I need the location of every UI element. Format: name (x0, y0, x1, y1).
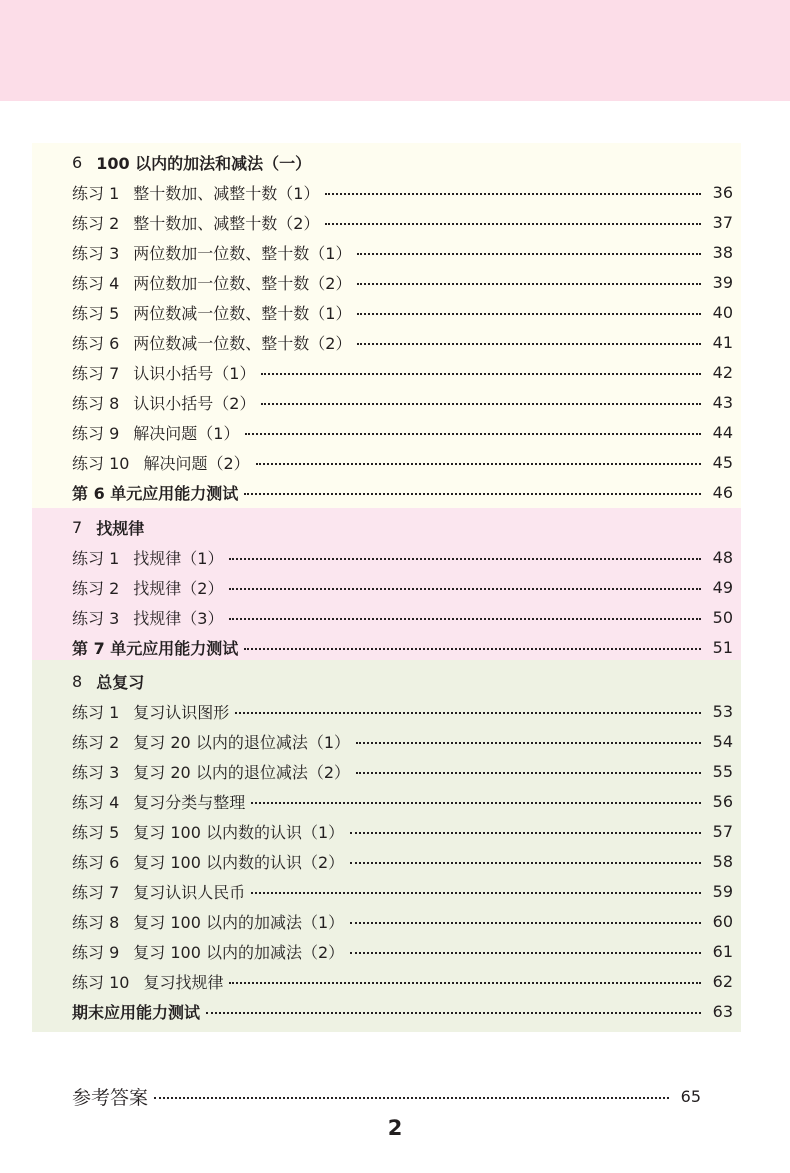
page-number: 2 (387, 1116, 403, 1140)
exercise-number: 练习 7 (72, 882, 120, 902)
exercise-title: 两位数减一位数、整十数（1） (133, 303, 352, 323)
toc-entry[interactable] (72, 357, 733, 387)
toc-entry[interactable] (72, 417, 733, 447)
toc-entry[interactable] (72, 786, 733, 816)
dot-leader (245, 433, 701, 435)
dot-leader (350, 862, 701, 864)
page-ref: 46 (712, 482, 733, 502)
dot-leader (350, 832, 701, 834)
exercise-number: 练习 8 (72, 912, 120, 932)
exercise-title: 认识小括号（1） (133, 363, 256, 383)
exercise-number: 练习 6 (72, 852, 120, 872)
exercise-number: 练习 3 (72, 243, 120, 263)
exercise-number: 练习 5 (72, 822, 120, 842)
toc-unit-test[interactable] (72, 477, 733, 507)
page-ref: 44 (712, 422, 733, 442)
exercise-title: 复习分类与整理 (133, 792, 246, 812)
dot-leader (244, 648, 701, 650)
dot-leader (356, 772, 701, 774)
toc-entry[interactable] (72, 447, 733, 477)
toc-entry[interactable] (72, 696, 733, 726)
page-ref: 57 (712, 821, 733, 841)
exercise-title: 复习 20 以内的退位减法（1） (133, 732, 350, 752)
dot-leader (356, 742, 701, 744)
exercise-number: 练习 4 (72, 792, 120, 812)
dot-leader (325, 223, 701, 225)
exercise-title: 复习 100 以内的加减法（2） (133, 942, 345, 962)
page-ref: 53 (712, 701, 733, 721)
page-ref: 43 (712, 392, 733, 412)
page-ref: 54 (712, 731, 733, 751)
page-ref: 56 (712, 791, 733, 811)
section-heading (72, 666, 733, 696)
dot-leader (350, 922, 701, 924)
page-ref: 61 (712, 941, 733, 961)
exercise-number: 练习 2 (72, 578, 120, 598)
dot-leader (357, 253, 701, 255)
exercise-title: 复习 100 以内数的认识（1） (133, 822, 345, 842)
toc-entry[interactable] (72, 846, 733, 876)
exercise-title: 找规律（3） (133, 608, 224, 628)
toc-entry[interactable] (72, 572, 733, 602)
toc-section-7 (32, 508, 741, 660)
dot-leader (357, 343, 701, 345)
page-ref: 51 (712, 637, 733, 657)
page-ref: 48 (712, 547, 733, 567)
exercise-number: 练习 3 (72, 608, 120, 628)
page-ref: 65 (680, 1086, 701, 1106)
exercise-title: 解决问题（2） (143, 453, 250, 473)
dot-leader (235, 712, 701, 714)
exercise-title: 两位数加一位数、整十数（2） (133, 273, 352, 293)
exercise-number: 练习 1 (72, 702, 120, 722)
toc-section-6 (32, 143, 741, 508)
exercise-title: 复习 20 以内的退位减法（2） (133, 762, 350, 782)
toc-entry[interactable] (72, 327, 733, 357)
toc-entry[interactable] (72, 726, 733, 756)
exercise-title: 解决问题（1） (133, 423, 240, 443)
toc-entry[interactable] (72, 177, 733, 207)
page-ref: 59 (712, 881, 733, 901)
page-ref: 40 (712, 302, 733, 322)
dot-leader (350, 952, 701, 954)
exercise-title: 找规律（2） (133, 578, 224, 598)
dot-leader (357, 313, 701, 315)
dot-leader (229, 982, 701, 984)
page-ref: 63 (712, 1001, 733, 1021)
exercise-number: 练习 2 (72, 732, 120, 752)
toc-unit-test[interactable] (72, 632, 733, 662)
exercise-title: 复习 100 以内数的认识（2） (133, 852, 345, 872)
section-title: 找规律 (96, 518, 145, 538)
toc-entry[interactable] (72, 267, 733, 297)
dot-leader (206, 1012, 701, 1014)
toc-unit-test[interactable] (72, 996, 733, 1026)
exercise-number: 练习 1 (72, 183, 120, 203)
toc-entry[interactable] (72, 207, 733, 237)
exercise-title: 复习 100 以内的加减法（1） (133, 912, 345, 932)
unit-test-title: 期末应用能力测试 (72, 1002, 201, 1022)
section-number: 8 (72, 671, 83, 691)
exercise-title: 认识小括号（2） (133, 393, 256, 413)
exercise-title: 整十数加、减整十数（1） (133, 183, 320, 203)
section-heading (72, 147, 733, 177)
section-number: 6 (72, 152, 83, 172)
dot-leader (251, 892, 701, 894)
exercise-title: 整十数加、减整十数（2） (133, 213, 320, 233)
exercise-number: 练习 8 (72, 393, 120, 413)
page-ref: 45 (712, 452, 733, 472)
toc-section-8 (32, 660, 741, 1032)
unit-test-title: 第 7 单元应用能力测试 (72, 638, 239, 658)
exercise-number: 练习 6 (72, 333, 120, 353)
header-band (0, 0, 790, 101)
section-number: 7 (72, 517, 83, 537)
exercise-title: 两位数减一位数、整十数（2） (133, 333, 352, 353)
dot-leader (261, 373, 701, 375)
exercise-title: 两位数加一位数、整十数（1） (133, 243, 352, 263)
exercise-number: 练习 3 (72, 762, 120, 782)
page-ref: 36 (712, 182, 733, 202)
exercise-title: 找规律（1） (133, 548, 224, 568)
page-ref: 58 (712, 851, 733, 871)
toc-entry[interactable] (72, 542, 733, 572)
exercise-number: 练习 5 (72, 303, 120, 323)
toc-entry[interactable] (72, 936, 733, 966)
toc-entry[interactable] (72, 237, 733, 267)
dot-leader (251, 802, 701, 804)
page-ref: 42 (712, 362, 733, 382)
exercise-number: 练习 10 (72, 972, 130, 992)
page-ref: 49 (712, 577, 733, 597)
exercise-number: 练习 9 (72, 423, 120, 443)
toc-entry[interactable] (72, 602, 733, 632)
page-ref: 50 (712, 607, 733, 627)
answers-title: 参考答案 (72, 1086, 149, 1109)
page-ref: 60 (712, 911, 733, 931)
dot-leader (229, 618, 701, 620)
section-title: 100 以内的加法和减法（一） (96, 153, 312, 173)
exercise-number: 练习 7 (72, 363, 120, 383)
exercise-number: 练习 9 (72, 942, 120, 962)
dot-leader (154, 1097, 669, 1099)
exercise-number: 练习 2 (72, 213, 120, 233)
dot-leader (261, 403, 701, 405)
exercise-title: 复习找规律 (143, 972, 224, 992)
toc-entry[interactable] (72, 966, 733, 996)
toc-entry[interactable] (72, 816, 733, 846)
page-ref: 41 (712, 332, 733, 352)
page-ref: 62 (712, 971, 733, 991)
toc-entry[interactable] (72, 906, 733, 936)
toc-entry[interactable] (72, 387, 733, 417)
exercise-number: 练习 10 (72, 453, 130, 473)
dot-leader (229, 588, 701, 590)
page-ref: 55 (712, 761, 733, 781)
exercise-title: 复习认识图形 (133, 702, 230, 722)
dot-leader (325, 193, 701, 195)
exercise-number: 练习 4 (72, 273, 120, 293)
section-heading (72, 512, 733, 542)
page-ref: 38 (712, 242, 733, 262)
toc-entry[interactable] (72, 297, 733, 327)
toc-entry[interactable] (72, 876, 733, 906)
section-title: 总复习 (96, 672, 145, 692)
dot-leader (244, 493, 701, 495)
page-ref: 39 (712, 272, 733, 292)
page-ref: 37 (712, 212, 733, 232)
exercise-title: 复习认识人民币 (133, 882, 246, 902)
dot-leader (357, 283, 701, 285)
toc-entry[interactable] (72, 756, 733, 786)
dot-leader (256, 463, 701, 465)
dot-leader (229, 558, 701, 560)
toc-answers-entry[interactable] (72, 1080, 701, 1112)
unit-test-title: 第 6 单元应用能力测试 (72, 483, 239, 503)
exercise-number: 练习 1 (72, 548, 120, 568)
